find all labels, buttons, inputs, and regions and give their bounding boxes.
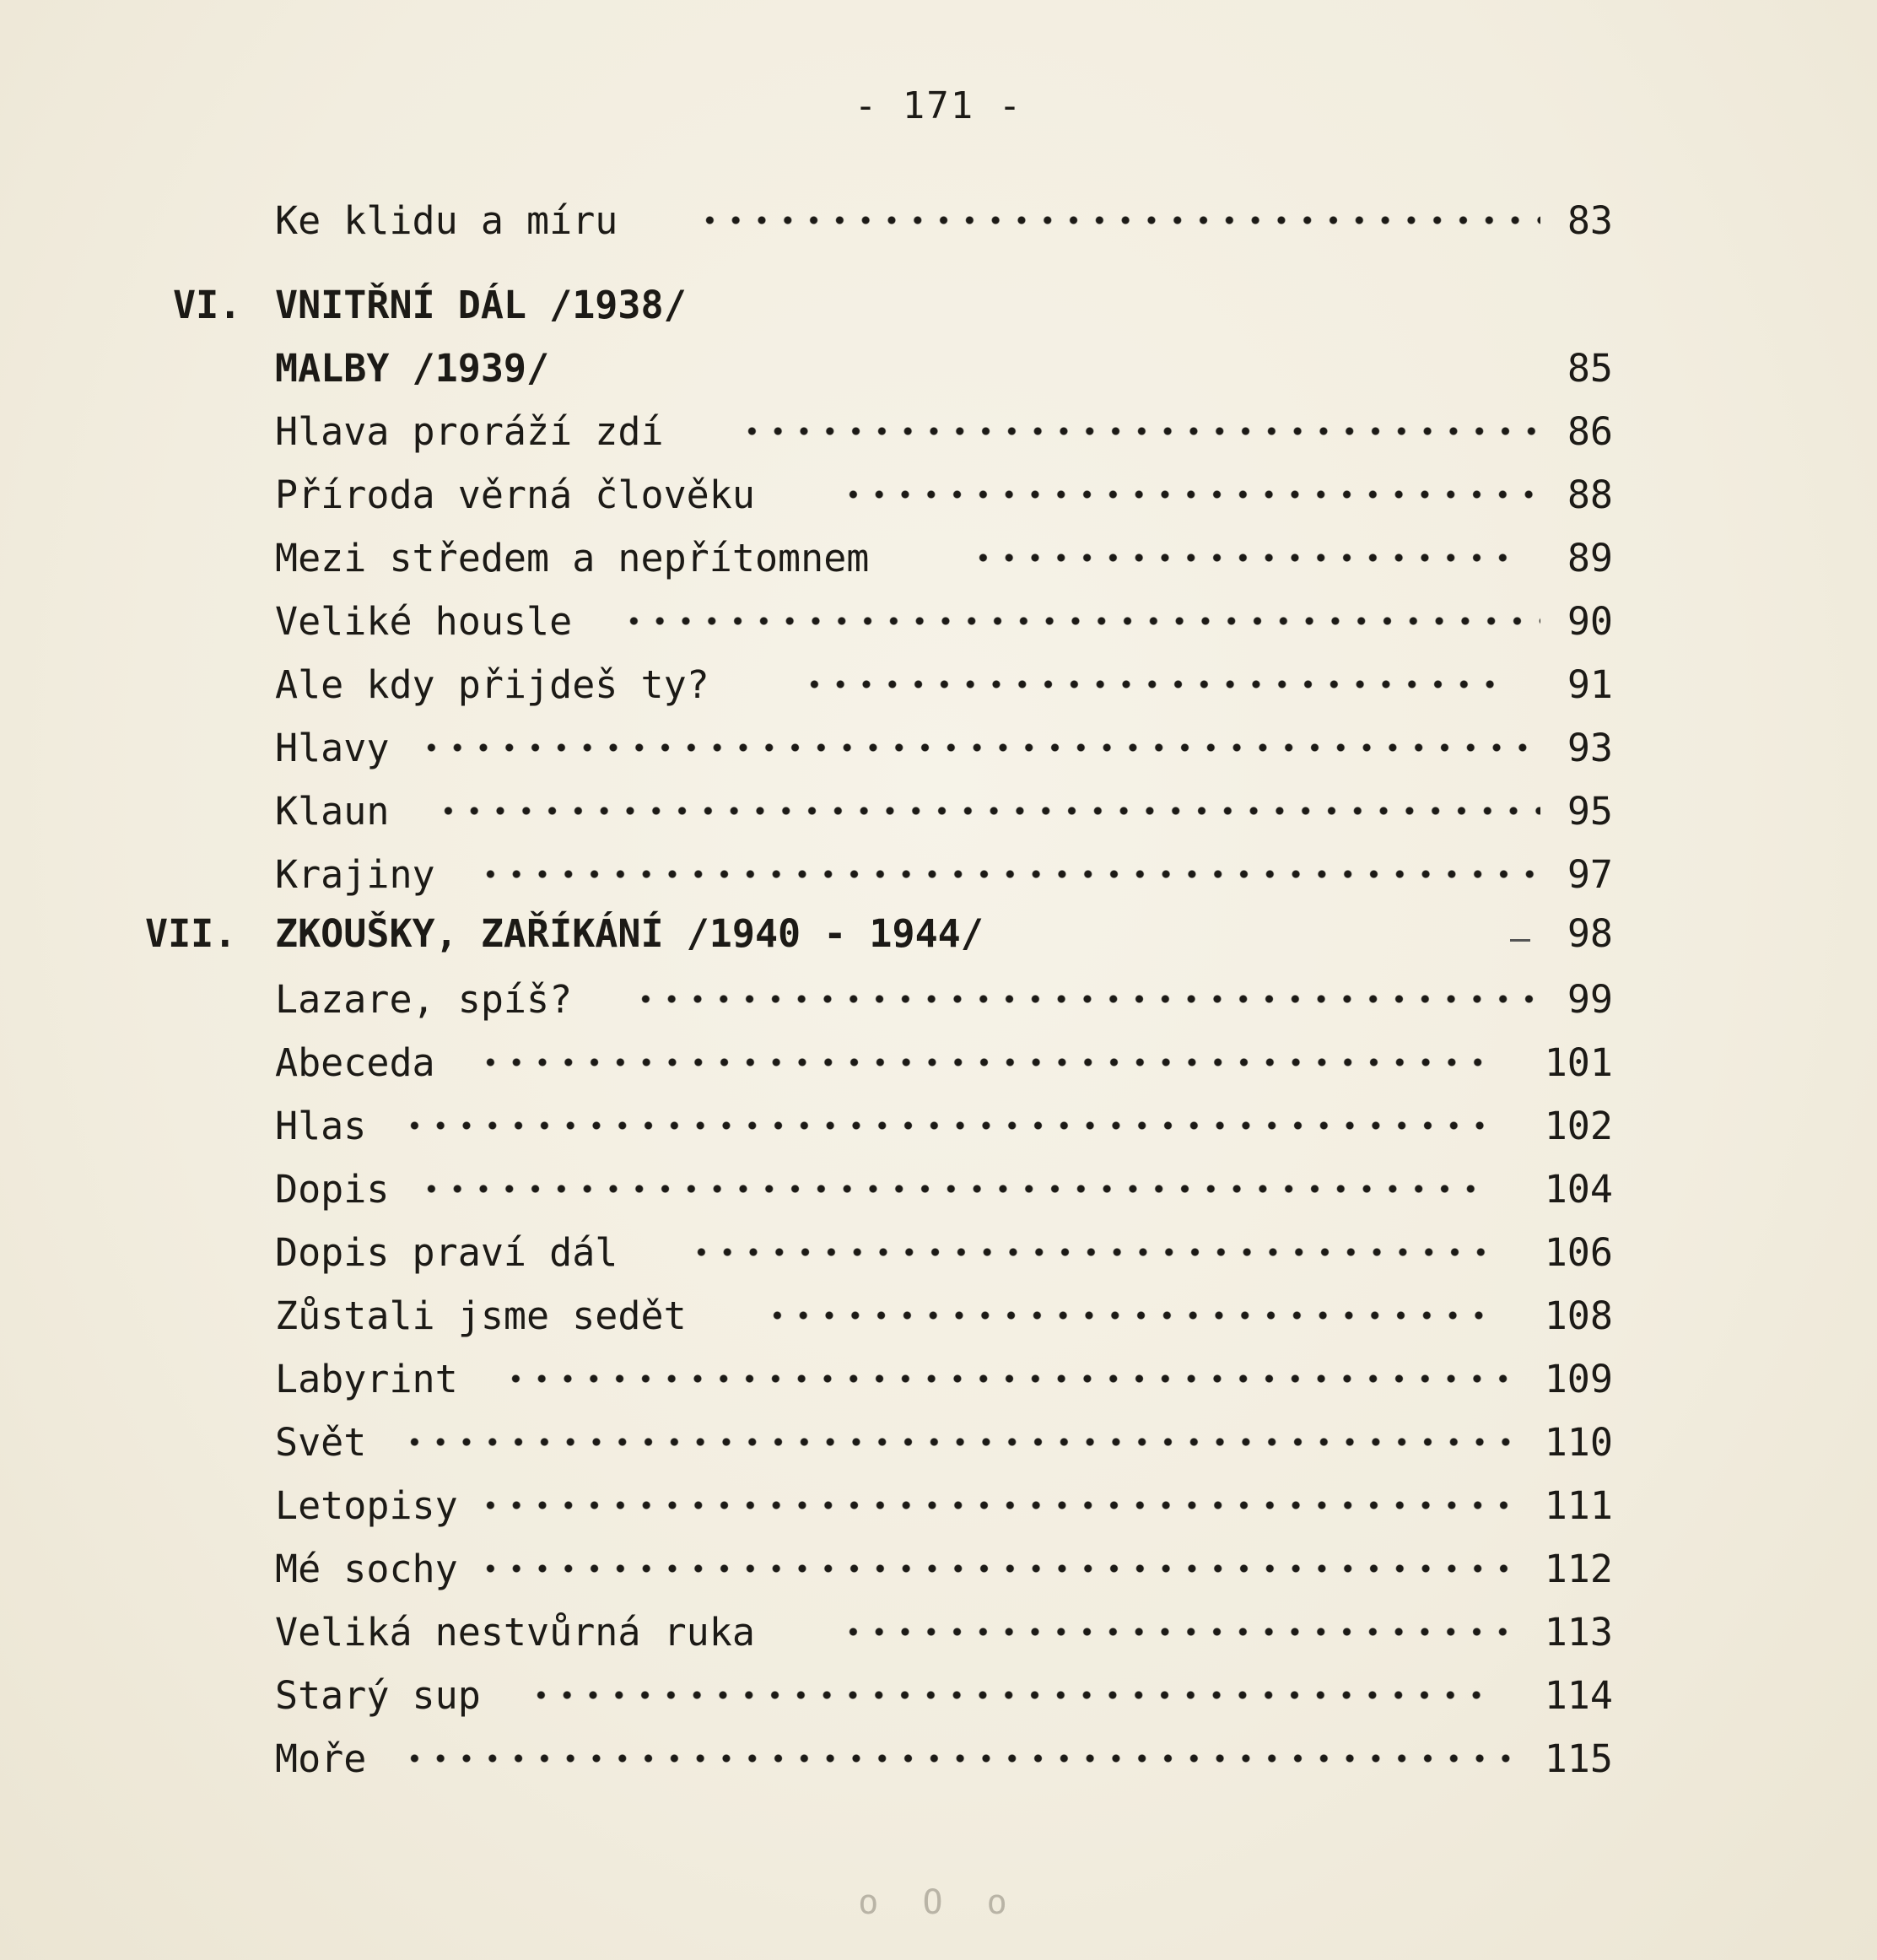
entry-title: Abeceda	[275, 1040, 435, 1085]
entry-title: Lazare, spíš?	[275, 977, 573, 1022]
entry-page-number: 106	[1544, 1230, 1613, 1275]
page-number: - 171 -	[854, 84, 1023, 127]
section-numeral: VI.	[173, 283, 242, 327]
entry-page-number: 86	[1567, 409, 1613, 454]
footer-ornament: o O o	[858, 1883, 1019, 1922]
entry-title: Ale kdy přijdeš ty?	[275, 662, 709, 707]
entry-title: Moře	[275, 1736, 367, 1781]
entry-page-number: 91	[1567, 662, 1613, 707]
dot-leader	[435, 798, 1540, 823]
entry-title: MALBY /1939/	[275, 346, 550, 391]
entry-title: Hlava proráží zdí	[275, 409, 664, 454]
section-numeral: VII.	[145, 911, 237, 956]
entry-page-number: 114	[1544, 1673, 1613, 1718]
dot-leader	[503, 1366, 1512, 1391]
entry-title: Labyrint	[275, 1357, 458, 1401]
entry-page-number: 112	[1544, 1547, 1613, 1591]
entry-page-number: 109	[1544, 1357, 1613, 1401]
dot-leader	[418, 1176, 1490, 1201]
entry-title: Příroda věrná člověku	[275, 472, 755, 517]
entry-title: Klaun	[275, 789, 390, 834]
entry-title: Dopis	[275, 1167, 390, 1212]
entry-title: Mé sochy	[275, 1547, 458, 1591]
entry-title: Veliké housle	[275, 599, 573, 644]
dot-leader	[697, 208, 1540, 233]
dot-leader	[621, 608, 1540, 634]
section-title: VNITŘNÍ DÁL /1938/	[275, 283, 687, 327]
dot-leader	[764, 1303, 1490, 1328]
entry-title: ZKOUŠKY, ZAŘÍKÁNÍ /1940 - 1944/	[275, 911, 984, 956]
entry-page-number: 110	[1544, 1420, 1613, 1465]
entry-title: Hlavy	[275, 726, 390, 770]
entry-title: Mezi středem a nepřítomnem	[275, 536, 870, 580]
entry-page-number: 115	[1544, 1736, 1613, 1781]
entry-page-number: 101	[1544, 1040, 1613, 1085]
entry-page-number: 93	[1567, 726, 1613, 770]
entry-title: Letopisy	[275, 1483, 458, 1528]
dot-leader	[970, 545, 1510, 570]
entry-title: Krajiny	[275, 852, 435, 897]
dot-leader	[633, 986, 1540, 1012]
dot-leader	[477, 1050, 1490, 1075]
dot-leader	[528, 1682, 1490, 1708]
entry-page-number: 95	[1567, 789, 1613, 834]
entry-page-number: 108	[1544, 1293, 1613, 1338]
dot-leader	[418, 735, 1540, 760]
entry-title: Hlas	[275, 1104, 367, 1148]
entry-page-number: 102	[1544, 1104, 1613, 1148]
entry-page-number: 88	[1567, 472, 1613, 517]
entry-title: Ke klidu a míru	[275, 198, 618, 243]
entry-title: Veliká nestvůrná ruka	[275, 1610, 755, 1655]
dot-leader	[477, 1556, 1512, 1581]
entry-title: Svět	[275, 1420, 367, 1465]
entry-page-number: 89	[1567, 536, 1613, 580]
entry-page-number: 83	[1567, 198, 1613, 243]
entry-title: Dopis praví dál	[275, 1230, 618, 1275]
entry-page-number: 90	[1567, 599, 1613, 644]
dot-leader	[402, 1429, 1512, 1455]
entry-title: Starý sup	[275, 1673, 481, 1718]
entry-page-number: 99	[1567, 977, 1613, 1022]
dot-leader	[477, 861, 1540, 887]
dot-leader	[402, 1746, 1512, 1771]
entry-page-number: 85	[1567, 346, 1613, 391]
entry-page-number: 113	[1544, 1610, 1613, 1655]
dot-leader	[402, 1113, 1490, 1138]
entry-page-number: 111	[1544, 1483, 1613, 1528]
dot-leader	[840, 482, 1540, 507]
dot-leader	[688, 1239, 1490, 1265]
dot-leader	[739, 418, 1540, 444]
entry-page-number: 104	[1544, 1167, 1613, 1212]
entry-page-number: 97	[1567, 852, 1613, 897]
entry-page-number: 98	[1567, 911, 1613, 956]
dot-leader	[801, 672, 1510, 697]
dot-leader	[477, 1493, 1512, 1518]
dot-leader	[840, 1619, 1512, 1644]
entry-title: Zůstali jsme sedět	[275, 1293, 687, 1338]
